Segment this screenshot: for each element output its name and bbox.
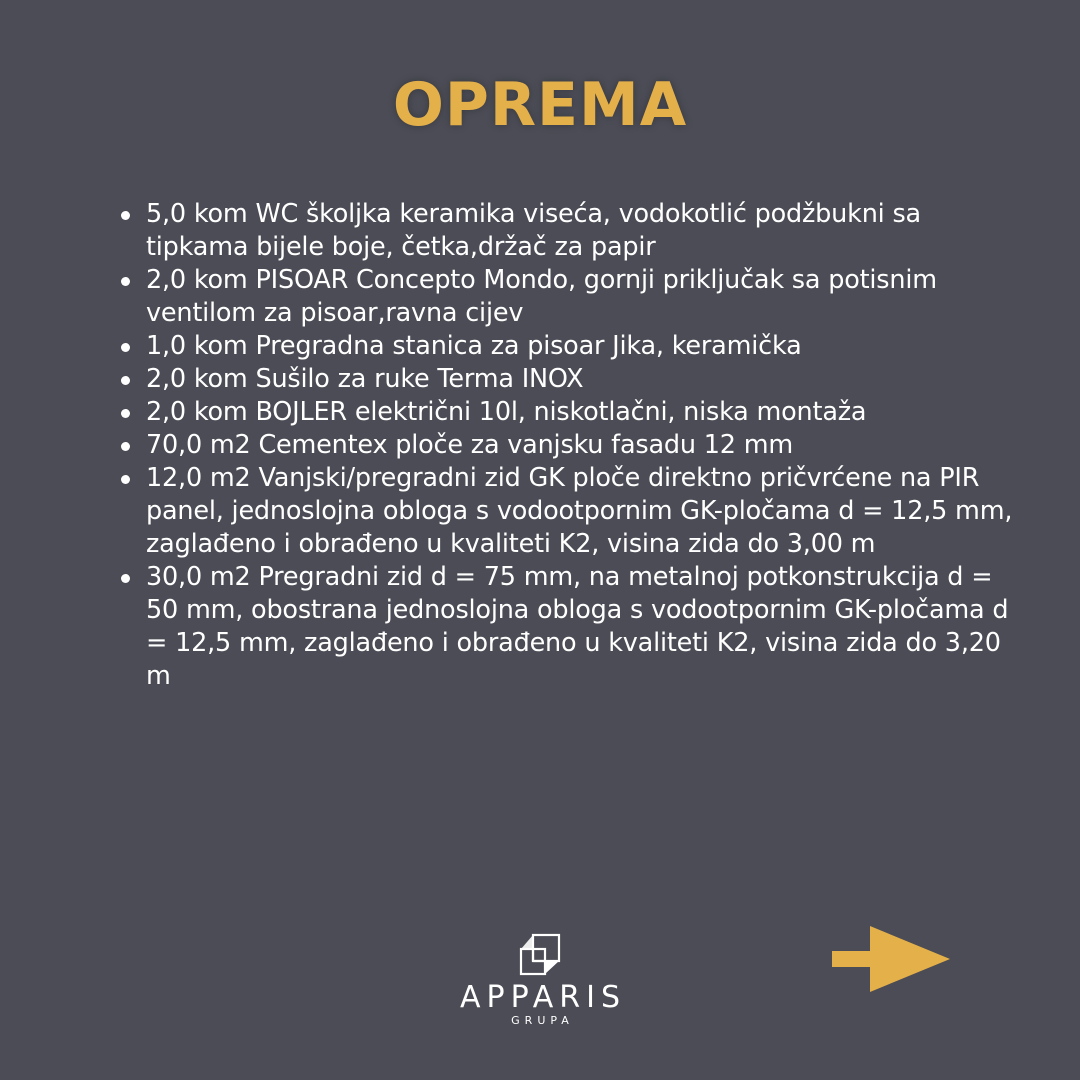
list-item: 2,0 kom PISOAR Concepto Mondo, gornji priključak sa potisnim ventilom za pisoar,ravna cijev	[146, 264, 1016, 330]
list-item: 30,0 m2 Pregradni zid d = 75 mm, na metalnoj potkonstrukcija d = 50 mm, obostrana jednoslojna obloga s vodootpornim GK-pločama d = 12,5 mm, zaglađeno i obrađeno u kvaliteti K2, visina zida do 3,20 m	[146, 561, 1016, 693]
page-title: OPREMA	[392, 70, 688, 140]
list-item: 5,0 kom WC školjka keramika viseća, vodokotlić podžbukni sa tipkama bijele boje, četka,držač za papir	[146, 198, 1016, 264]
arrow-right-icon[interactable]	[832, 926, 950, 992]
stacked-squares-icon	[517, 932, 563, 978]
equipment-list	[146, 198, 1016, 693]
list-item: 2,0 kom Sušilo za ruke Terma INOX	[146, 363, 1016, 396]
list-item: 12,0 m2 Vanjski/pregradni zid GK ploče direktno pričvrćene na PIR panel, jednoslojna obloga s vodootpornim GK-pločama d = 12,5 mm, zaglađeno i obrađeno u kvaliteti K2, visina zida do 3,00 m	[146, 462, 1016, 561]
brand-logo	[440, 932, 640, 1032]
logo-name: APPARIS	[459, 980, 627, 1015]
list-item: 2,0 kom BOJLER električni 10l, niskotlačni, niska montaža	[146, 396, 1016, 429]
logo-subtitle: GRUPA	[511, 1014, 574, 1027]
list-item: 70,0 m2 Cementex ploče za vanjsku fasadu 12 mm	[146, 429, 1016, 462]
list-item: 1,0 kom Pregradna stanica za pisoar Jika, keramička	[146, 330, 1016, 363]
